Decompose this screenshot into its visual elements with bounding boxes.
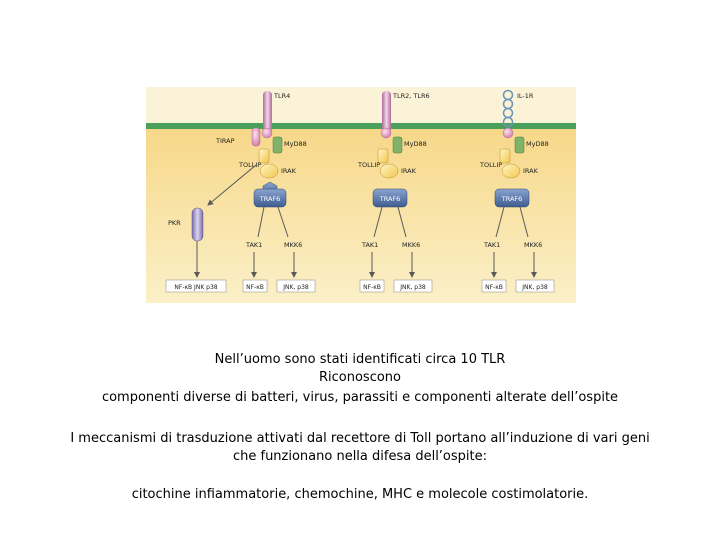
irak-node-1 [260, 164, 278, 178]
myd88-label-2: MyD88 [404, 140, 427, 148]
irak-node-2 [380, 164, 398, 178]
tollip-label-3: TOLLIP [480, 161, 503, 169]
tlr4-receptor [263, 91, 272, 133]
traf6-label-1: TRAF6 [259, 195, 281, 203]
traf6-label-3: TRAF6 [501, 195, 523, 203]
output-jnk-p38-2-label: JNK, p38 [400, 284, 426, 291]
caption-recognize: Riconoscono [318, 370, 401, 385]
tollip-label-2: TOLLIP [358, 161, 381, 169]
tirap-node [252, 128, 260, 146]
caption-mechanisms: I meccanismi di trasduzione attivati dal recettore di Toll portano all’induzione di vari geni [70, 431, 650, 446]
pkr-label: PKR [168, 219, 181, 227]
pkr-node [192, 208, 203, 241]
myd88-node-1 [273, 137, 282, 153]
myd88-label-3: MyD88 [526, 140, 549, 148]
output-nfkb-2-label: NF-κB [363, 284, 381, 291]
tlr4-label: TLR4 [274, 92, 291, 100]
caption-host-defense: che funzionano nella difesa dell’ospite: [232, 449, 488, 464]
tak1-label-1: TAK1 [246, 241, 263, 249]
caption-tlr-count: Nell’uomo sono stati identificati circa 10 TLR [214, 352, 506, 367]
irak-label-2: IRAK [401, 167, 416, 175]
output-jnk-p38-1-label: JNK, p38 [283, 284, 309, 291]
irak-label-3: IRAK [523, 167, 538, 175]
output-nfkb-3-label: NF-κB [485, 284, 503, 291]
tirap-label: TIRAP [216, 137, 235, 145]
myd88-label-1: MyD88 [284, 140, 307, 148]
mkk6-label-3: MKK6 [524, 241, 543, 249]
mkk6-label-2: MKK6 [402, 241, 421, 249]
tak1-label-2: TAK1 [362, 241, 379, 249]
caption-cytokines: citochine infiammatorie, chemochine, MHC e molecole costimolatorie. [131, 487, 589, 502]
tlr2-tlr6-receptor [382, 91, 391, 133]
output-nfkb-jnk-p38-label: NF-κB JNK p38 [174, 284, 218, 291]
tlr2-tlr6-label: TLR2, TLR6 [393, 92, 430, 100]
caption-components: componenti diverse di batteri, virus, parassiti e componenti alterate dell’ospite [101, 390, 619, 405]
tak1-label-3: TAK1 [484, 241, 501, 249]
il1r-label: IL-1R [517, 92, 534, 100]
myd88-node-2 [393, 137, 402, 153]
output-nfkb-1-label: NF-κB [246, 284, 264, 291]
myd88-node-3 [515, 137, 524, 153]
output-jnk-p38-3-label: JNK, p38 [522, 284, 548, 291]
tollip-label-1: TOLLIP [239, 161, 262, 169]
mkk6-label-1: MKK6 [284, 241, 303, 249]
tlr-signaling-diagram [146, 87, 576, 303]
traf6-label-2: TRAF6 [379, 195, 401, 203]
irak-label-1: IRAK [281, 167, 296, 175]
irak-node-3 [502, 164, 520, 178]
